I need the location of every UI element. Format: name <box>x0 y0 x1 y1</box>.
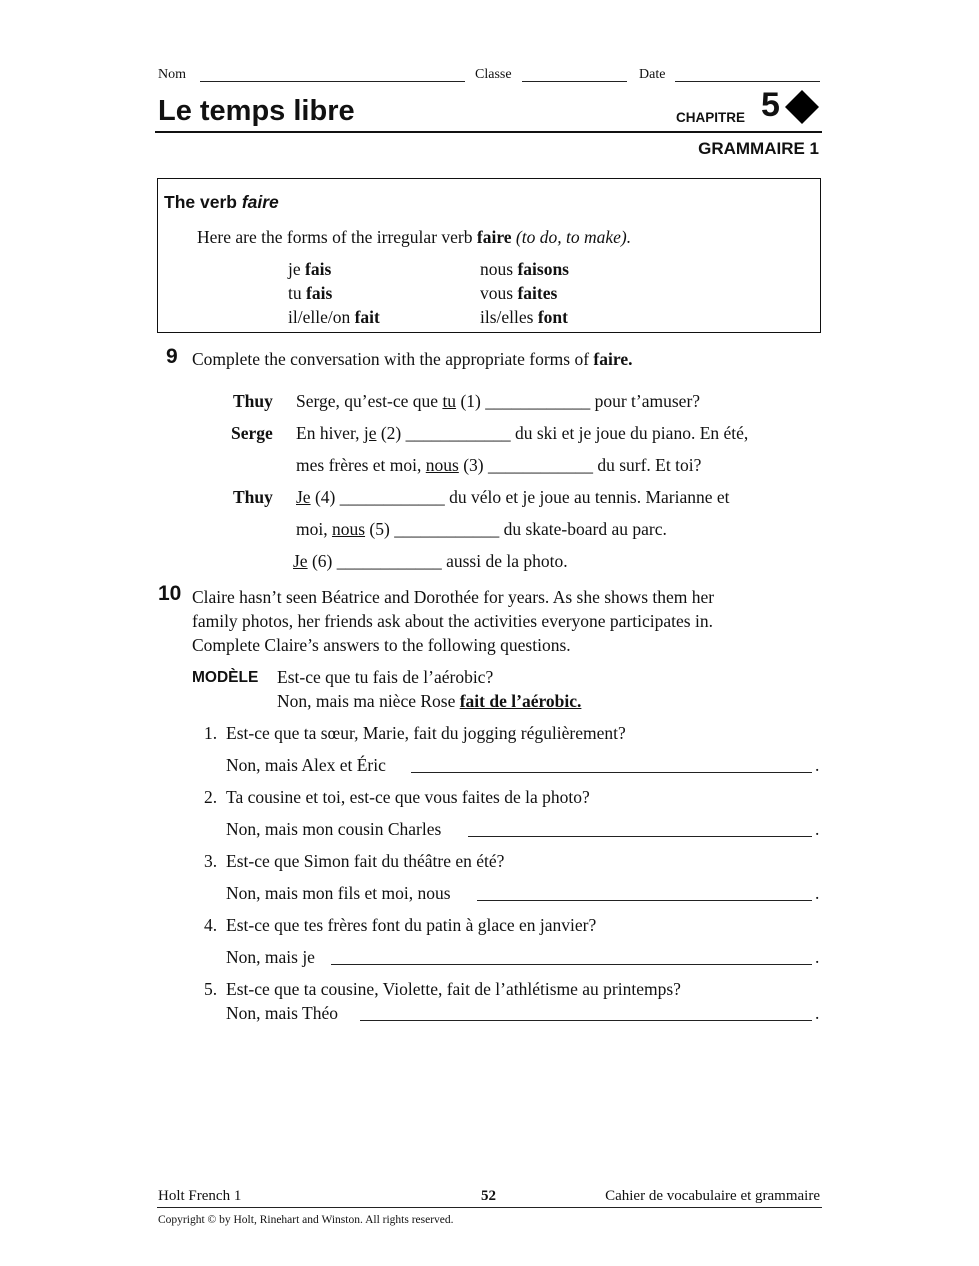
item-number: 5. <box>204 979 218 999</box>
box-intro: Here are the forms of the irregular verb faire (to do, to make). <box>197 227 632 247</box>
diamond-icon <box>784 89 820 125</box>
nom-field[interactable] <box>200 81 465 82</box>
answer-period: . <box>815 1003 820 1023</box>
answer-period: . <box>815 755 820 775</box>
ex9-line-6[interactable]: Je (6) ____________ aussi de la photo. <box>293 551 568 571</box>
item-answer-prefix: Non, mais je <box>226 947 315 967</box>
answer-blank-2[interactable] <box>468 836 812 837</box>
ex9-speaker-1: Thuy <box>233 391 273 411</box>
box-title: The verb faire <box>164 192 279 212</box>
item-answer-prefix: Non, mais mon fils et moi, nous <box>226 883 451 903</box>
item-question: Est-ce que ta sœur, Marie, fait du jogging régulièrement? <box>226 723 626 743</box>
answer-period: . <box>815 947 820 967</box>
item-question: Est-ce que tes frères font du patin à glace en janvier? <box>226 915 597 935</box>
footer-rule <box>157 1207 822 1208</box>
conj-ils: ils/elles font <box>480 307 568 327</box>
conj-tu: tu fais <box>288 283 333 303</box>
item-number: 2. <box>204 787 218 807</box>
ex9-line-1[interactable]: Serge, qu’est-ce que tu (1) ____________ pour t’amuser? <box>296 391 701 411</box>
date-field[interactable] <box>675 81 820 82</box>
ex9-instruction: Complete the conversation with the appropriate forms of faire. <box>192 349 633 369</box>
footer-left: Holt French 1 <box>158 1188 242 1204</box>
answer-blank-1[interactable] <box>411 772 812 773</box>
item-number: 1. <box>204 723 218 743</box>
item-number: 3. <box>204 851 218 871</box>
copyright: Copyright © by Holt, Rinehart and Winston. All rights reserved. <box>158 1214 454 1226</box>
grammaire-label: GRAMMAIRE 1 <box>698 139 819 158</box>
ex9-line-2[interactable]: En hiver, je (2) ____________ du ski et je joue du piano. En été, <box>296 423 749 443</box>
ex9-speaker-2: Serge <box>231 423 273 443</box>
date-label: Date <box>639 67 666 82</box>
modele-label: MODÈLE <box>192 669 259 686</box>
ex9-line-4[interactable]: Je (4) ____________ du vélo et je joue au tennis. Marianne et <box>296 487 730 507</box>
item-question: Est-ce que ta cousine, Violette, fait de l’athlétisme au printemps? <box>226 979 681 999</box>
chapitre-number: 5 <box>761 86 780 124</box>
conj-je: je fais <box>288 259 332 279</box>
item-question: Ta cousine et toi, est-ce que vous faites de la photo? <box>226 787 590 807</box>
ex10-instruction-2: family photos, her friends ask about the activities everyone participates in. <box>192 611 713 631</box>
item-answer-prefix: Non, mais Théo <box>226 1003 338 1023</box>
answer-blank-3[interactable] <box>477 900 812 901</box>
ex10-number: 10 <box>158 582 182 605</box>
item-answer-prefix: Non, mais Alex et Éric <box>226 755 386 775</box>
conj-nous: nous faisons <box>480 259 569 279</box>
ex10-instruction-3: Complete Claire’s answers to the following questions. <box>192 635 571 655</box>
chapitre-label: CHAPITRE <box>676 110 746 125</box>
page-title: Le temps libre <box>158 95 355 127</box>
footer-right: Cahier de vocabulaire et grammaire <box>605 1188 820 1204</box>
item-question: Est-ce que Simon fait du théâtre en été? <box>226 851 505 871</box>
classe-field[interactable] <box>522 81 627 82</box>
answer-period: . <box>815 883 820 903</box>
classe-label: Classe <box>475 67 512 82</box>
ex9-speaker-4: Thuy <box>233 487 273 507</box>
answer-blank-5[interactable] <box>360 1020 812 1021</box>
conj-vous: vous faites <box>480 283 558 303</box>
header-rule <box>155 131 822 133</box>
page-number: 52 <box>481 1188 496 1204</box>
answer-period: . <box>815 819 820 839</box>
conj-il: il/elle/on fait <box>288 307 380 327</box>
ex10-instruction-1: Claire hasn’t seen Béatrice and Dorothée for years. As she shows them her <box>192 587 715 607</box>
answer-blank-4[interactable] <box>331 964 812 965</box>
nom-label: Nom <box>158 67 186 82</box>
ex9-line-3[interactable]: mes frères et moi, nous (3) ____________ du surf. Et toi? <box>296 455 702 475</box>
ex9-line-5[interactable]: moi, nous (5) ____________ du skate-board au parc. <box>296 519 667 539</box>
item-number: 4. <box>204 915 218 935</box>
item-answer-prefix: Non, mais mon cousin Charles <box>226 819 442 839</box>
modele-question: Est-ce que tu fais de l’aérobic? <box>277 667 494 687</box>
modele-answer: Non, mais ma nièce Rose fait de l’aérobic. <box>277 691 582 711</box>
ex9-number: 9 <box>166 345 178 368</box>
